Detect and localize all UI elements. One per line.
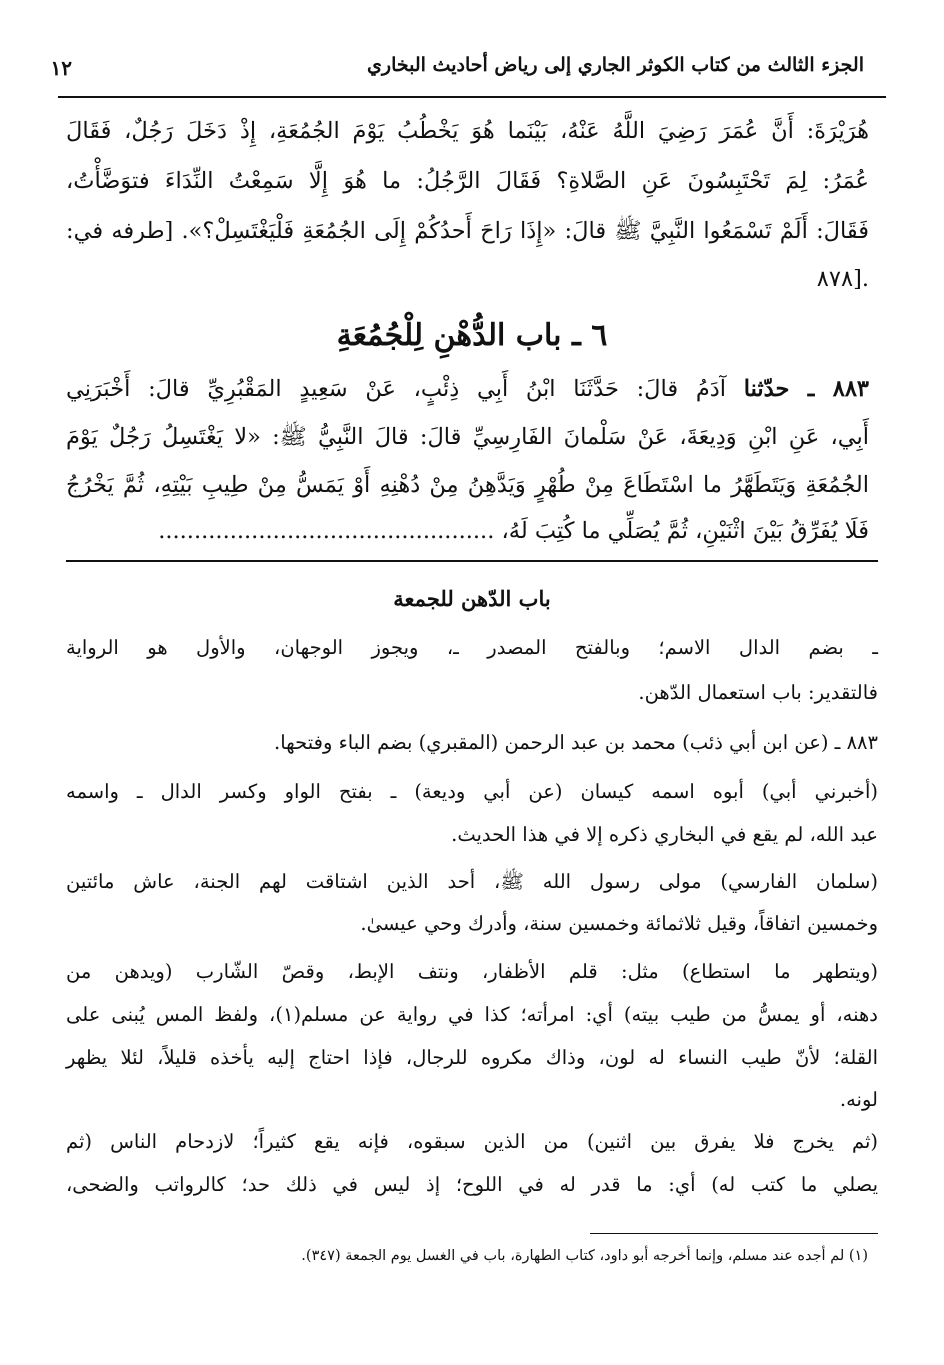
dot-leader: ............................................... xyxy=(158,518,495,544)
commentary-line: القلة؛ لأنّ طيب النساء له لون، وذاك مكروه للرجال، فإذا احتاج إليه يأخذه قليلاً، لئلا يظهر xyxy=(66,1046,878,1069)
commentary-line: يصلي ما كتب له) أي: ما قدر له في اللوح؛ إذ ليس في ذلك حد؛ كالرواتب والضحى، xyxy=(66,1173,878,1196)
commentary-line: (سلمان الفارسي) مولى رسول الله ﷺ، أحد الذين اشتاقت لهم الجنة، عاش مائتين xyxy=(66,870,878,893)
page-number: ١٢ xyxy=(50,56,72,80)
matn-line: ٨٧٨]. xyxy=(816,266,869,292)
commentary-line: ـ بضم الدال الاسم؛ وبالفتح المصدر ـ، ويجوز الوجهان، والأول هو الرواية xyxy=(66,636,878,659)
commentary-line: (ويتطهر ما استطاع) مثل: قلم الأظفار، ونتف الإبط، وقصّ الشّارب (ويدهن من xyxy=(66,960,878,983)
chapter-title: ٦ ـ باب الدُّهْنِ لِلْجُمُعَةِ xyxy=(336,318,608,353)
running-header-title: الجزء الثالث من كتاب الكوثر الجاري إلى رياض أحاديث البخاري xyxy=(367,54,864,76)
matn-line: هُرَيْرَةَ: أَنَّ عُمَرَ رَضِيَ اللَّهُ عَنْهُ، بَيْنَما هُوَ يَخْطُبُ يَوْمَ الجُمُعَةِ، إِذْ دَخَلَ رَجُلٌ، فَقَالَ xyxy=(66,118,869,144)
hadith-line xyxy=(66,376,869,402)
hadith-text: آدَمُ قالَ: حَدَّثَنَا ابْنُ أَبِي ذِئْبٍ، عَنْ سَعِيدٍ المَقْبُرِيِّ قالَ: أَخْبَرَنِي xyxy=(66,376,727,402)
hadith-line: أَبِي، عَنِ ابْنِ وَدِيعَةَ، عَنْ سَلْمانَ الفَارِسِيِّ قالَ: قالَ النَّبِيُّ ﷺ: «لا يَغْتَسِلُ رَجُلٌ يَوْمَ xyxy=(66,424,869,450)
matn-line: عُمَرُ: لِمَ تَحْتَبِسُونَ عَنِ الصَّلاةِ؟ فَقَالَ الرَّجُلُ: ما هُوَ إِلَّا سَمِعْتُ النِّدَاءَ فتوَضَّأْتُ، xyxy=(66,168,869,194)
matn-line: فَقَالَ: أَلَمْ تَسْمَعُوا النَّبِيَّ ﷺ قالَ: «إِذَا رَاحَ أَحدُكُمْ إِلَى الجُمُعَةِ فَلْيَغْتَسِلْ؟». [طرفه في: xyxy=(66,218,869,244)
header-rule xyxy=(58,96,886,98)
hadith-number: ٨٨٣ ـ حدّثنا xyxy=(743,376,869,402)
commentary-line: عبد الله، لم يقع في البخاري ذكره إلا في هذا الحديث. xyxy=(451,823,878,846)
hadith-text: فَلَا يُفَرِّقُ بَيْنَ اثْنَيْنِ، ثُمَّ يُصَلِّي ما كُتِبَ لَهُ، xyxy=(501,518,869,544)
hadith-line: الجُمُعَةِ وَيَتَطَهَّرُ ما اسْتَطَاعَ مِنْ طُهْرٍ وَيَدَّهِنُ مِنْ دُهْنِهِ أَوْ يَمَسُّ مِنْ طِيبِ بَيْتِهِ، ثُمَّ يَخْرُجُ xyxy=(66,472,869,498)
commentary-line: (أخبرني أبي) أبوه اسمه كيسان (عن أبي وديعة) ـ بفتح الواو وكسر الدال ـ واسمه xyxy=(66,780,878,803)
commentary-title: باب الدّهن للجمعة xyxy=(393,586,551,611)
footnote: (١) لم أجده عند مسلم، وإنما أخرجه أبو داود، كتاب الطهارة، باب في الغسل يوم الجمعة (٣٤٧). xyxy=(301,1248,868,1264)
commentary-line: فالتقدير: باب استعمال الدّهن. xyxy=(638,681,878,704)
section-divider xyxy=(66,560,878,562)
commentary-line: دهنه، أو يمسُّ من طيب بيته) أي: امرأته؛ كذا في رواية عن مسلم(١)، ولفظ المس يُبنى على xyxy=(66,1003,878,1026)
commentary-line: ٨٨٣ ـ (عن ابن أبي ذئب) محمد بن عبد الرحمن (المقبري) بضم الباء وفتحها. xyxy=(274,731,878,754)
footnote-rule xyxy=(590,1233,878,1234)
hadith-line xyxy=(66,518,869,544)
commentary-line: (ثم يخرج فلا يفرق بين اثنين) من الذين سبقوه، فإنه يقع كثيراً؛ لازدحام الناس (ثم xyxy=(66,1130,878,1153)
commentary-line: لونه. xyxy=(839,1088,878,1111)
commentary-line: وخمسين اتفاقاً، وقيل ثلاثمائة وخمسين سنة، وأدرك وحي عيسىٰ. xyxy=(360,912,878,935)
